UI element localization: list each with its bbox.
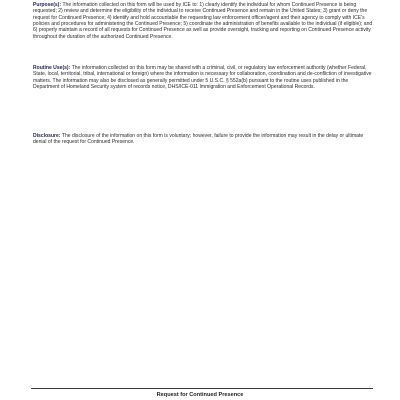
disclosure-section	[33, 133, 373, 146]
footer-title: Request for Continued Presence	[156, 392, 244, 398]
purpose-heading: Purpose(s):	[33, 2, 63, 8]
purpose-text: The information collected on this form will be used by ICE to: 1) clearly identify the individual for whom Continued Presence is being requested; 2) review and determine the eligibility of the individual to receive Continued Presence and remain in the United States; 3) grant or deny the request for Continued Presence; 4) identify and hold accountable the requesting law enforcement officer/agent and their agency to comply with ICE's policies and procedures for administering the Continued Presence; 5) coordinate the administration of benefits available to the individual (if eligible); and 6) properly maintain a record of all requests for Continued Presence as well as provide oversight, tracking and reporting on Continued Presence activity throughout the duration of the authorized Continued Presence.	[33, 2, 373, 40]
disclosure-text: The disclosure of the information on this form is voluntary; however, failure to provide the information may result in the delay or ultimate denial of the request for Continued Presence.	[33, 133, 364, 146]
disclosure-heading: Disclosure:	[33, 133, 62, 139]
purpose-section	[33, 2, 373, 40]
routine-uses-text: The information collected on this form may be shared with a criminal, civil, or regulatory law enforcement authority (whether Federal, State, local, territorial, tribal, international or foreign) where the information is necessary for collaboration, coordination and de-confliction of investigative matters. The information may also be disclosed as generally permitted under 5 U.S.C. § 552a(b) pursuant to the routine uses published in the Department of Homeland Security system of records notice, DHS/ICE-011 Immigration and Enforcement Operational Records.	[33, 65, 372, 91]
routine-uses-heading: Routine Use(s):	[33, 65, 72, 71]
routine-uses-section	[33, 65, 373, 90]
footer-divider	[31, 388, 373, 389]
